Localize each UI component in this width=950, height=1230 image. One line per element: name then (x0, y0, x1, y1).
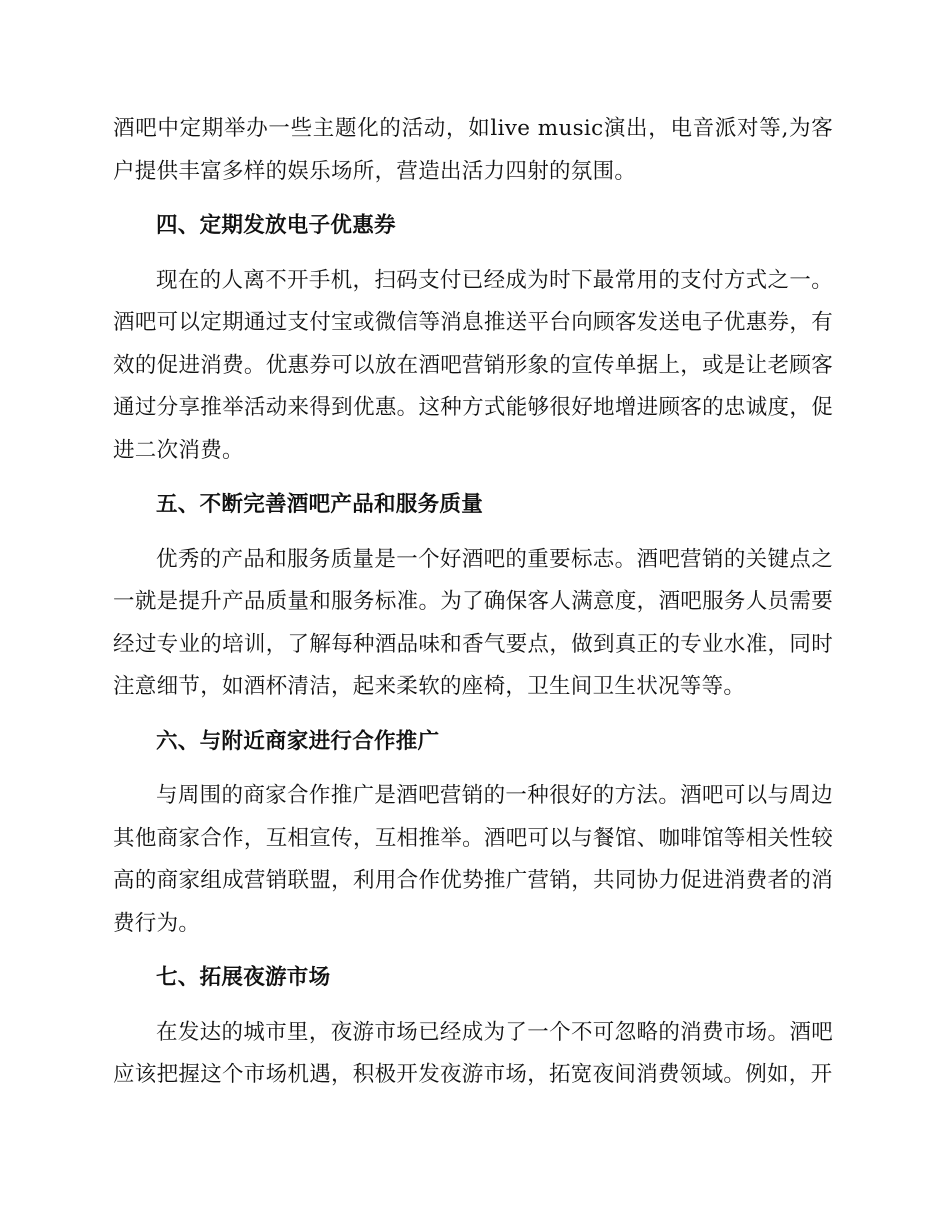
section-body-5: 优秀的产品和服务质量是一个好酒吧的重要标志。酒吧营销的关键点之一就是提升产品质量和服务标准。为了确保客人满意度，酒吧服务人员需要经过专业的培训，了解每种酒品味和香气要点，做到真正的专业水准，同时注意细节，如酒杯清洁，起来柔软的座椅，卫生间卫生状况等等。 (113, 546, 833, 699)
section-heading-6: 六、与附近商家进行合作推广 (156, 728, 440, 754)
document-content (113, 108, 833, 1097)
section-heading-4: 四、定期发放电子优惠券 (156, 213, 396, 238)
section-heading-7: 七、拓展夜游市场 (156, 965, 331, 990)
section-body-7: 在发达的城市里，夜游市场已经成为了一个不可忽略的消费市场。酒吧应该把握这个市场机遇，积极开发夜游市场，拓宽夜间消费领域。例如，开 (113, 1019, 833, 1087)
section-heading-5: 五、不断完善酒吧产品和服务质量 (156, 492, 484, 517)
intro-paragraph: 酒吧中定期举办一些主题化的活动，如live music演出，电音派对等,为客户提供丰富多样的娱乐场所，营造出活力四射的氛围。 (113, 116, 833, 184)
section-body-6: 与周围的商家合作推广是酒吧营销的一种很好的方法。酒吧可以与周边其他商家合作，互相宣传，互相推举。酒吧可以与餐馆、咖啡馆等相关性较高的商家组成营销联盟，利用合作优势推广营销，共同协力促进消费者的消费行为。 (113, 783, 833, 936)
section-body-4: 现在的人离不开手机，扫码支付已经成为时下最常用的支付方式之一。酒吧可以定期通过支付宝或微信等消息推送平台向顾客发送电子优惠券，有效的促进消费。优惠券可以放在酒吧营销形象的宣传单据上，或是让老顾客通过分享推举活动来得到优惠。这种方式能够很好地增进顾客的忠诚度，促进二次消费。 (113, 267, 833, 463)
